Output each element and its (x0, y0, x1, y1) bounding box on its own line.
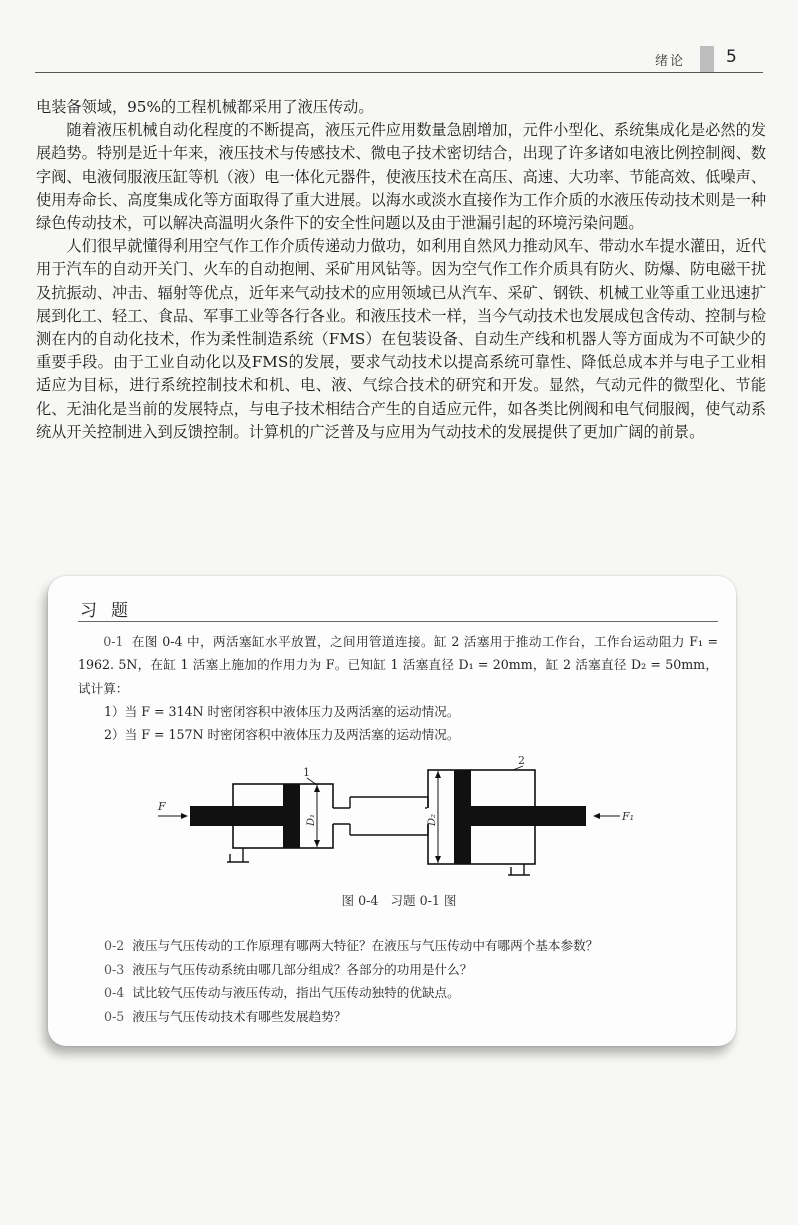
exercise-list (104, 934, 724, 1028)
exercise-0-5 (104, 1005, 724, 1029)
label-force-f1: F₁ (622, 810, 635, 823)
connecting-pipe (350, 797, 428, 835)
exercise-question: 在图 0-4 中，两活塞缸水平放置，之间用管道连接。缸 2 活塞用于推动工作台，工作台运动阻力 F₁ = 1962. 5N，在缸 1 活塞上施加的作用力为 F。已知缸 1 活塞直径 D₁ = 20mm，缸 2 活塞直径 D₂ = 50mm，试计算： (78, 634, 718, 696)
figure-0-4-diagram (150, 750, 650, 880)
label-cylinder-2: 2 (518, 754, 525, 767)
exercise-0-4 (104, 981, 724, 1005)
exercise-0-3 (104, 958, 724, 982)
paragraph-2: 随着液压机械自动化程度的不断提高，液压元件应用数量急剧增加，元件小型化、系统集成化是必然的发展趋势。特别是近十年来，液压技术与传感技术、微电子技术密切结合，出现了许多诸如电液比例控制阀、数字阀、电液伺服液压缸等机（液）电一体化元器件，使液压技术在高压、高速、大功率、节能高效、低噪声、使用寿命长、高度集成化等方面取得了重大进展。以海水或淡水直接作为工作介质的水液压传动技术则是一种绿色传动技术，可以解决高温明火条件下的安全性问题以及由于泄漏引起的环境污染问题。 (36, 121, 766, 233)
figure-caption-number: 图 0-4 (341, 893, 379, 908)
exercise-question: 试比较气压传动与液压传动，指出气压传动独特的优缺点。 (132, 985, 460, 1000)
figure-caption (0, 890, 798, 909)
exercise-number: 0-4 (104, 985, 125, 1000)
exercise-title-rule (78, 621, 718, 622)
exercise-title: 习题 (80, 601, 142, 621)
exercise-number: 0-2 (104, 938, 125, 953)
paragraph-1: 电装备领域，95%的工程机械都采用了液压传动。 (36, 98, 374, 116)
header-rule (35, 72, 763, 73)
exercise-number: 0-1 (103, 634, 124, 649)
piston-2 (454, 770, 471, 864)
page-number: 5 (726, 47, 737, 67)
exercise-0-1-sub-1: 1）当 F = 314N 时密闭容积中液体压力及两活塞的运动情况。 (104, 703, 460, 719)
body-text (36, 96, 766, 444)
label-force-f: F (158, 800, 166, 813)
exercise-0-2 (104, 934, 724, 958)
exercise-0-1-sub-2: 2）当 F = 157N 时密闭容积中液体压力及两活塞的运动情况。 (104, 727, 460, 743)
exercise-number: 0-5 (104, 1008, 125, 1024)
piston-rod-1 (190, 806, 285, 826)
exercise-question: 液压与气压传动技术有哪些发展趋势？ (132, 1008, 347, 1024)
paragraph-3: 人们很早就懂得利用空气作工作介质传递动力做功，如利用自然风力推动风车、带动水车提水灌田，近代用于汽车的自动开关门、火车的自动抱闸、采矿用风钻等。因为空气作工作介质具有防火、防爆、防电磁干扰及抗振动、冲击、辐射等优点，近年来气动技术的应用领域已从汽车、采矿、钢铁、机械工业等重工业迅速扩展到化工、轻工、食品、军事工业等各行各业。和液压技术一样，当今气动技术也发展成包含传动、控制与检测在内的自动化技术，作为柔性制造系统（FMS）在包装设备、自动生产线和机器人等方面成为不可缺少的重要手段。由于工业自动化以及FMS的发展，要求气动技术以提高系统可靠性、降低总成本并与电子工业相适应为目标，进行系统控制技术和机、电、液、气综合技术的研究和开发。显然，气动元件的微型化、节能化、无油化是当前的发展特点，与电子技术相结合产生的自适应元件，如各类比例阀和电气伺服阀，使气动系统从开关控制进入到反馈控制。计算机的广泛普及与应用为气动技术的发展提供了更加广阔的前景。 (36, 237, 766, 441)
label-cylinder-1: 1 (303, 766, 310, 779)
label-d2: D₂ (427, 813, 438, 826)
piston-1 (283, 784, 300, 848)
exercise-question: 液压与气压传动的工作原理有哪两大特征？在液压与气压传动中有哪两个基本参数？ (132, 938, 599, 953)
header-tab-marker (700, 46, 714, 72)
exercise-0-1 (78, 630, 718, 746)
figure-caption-text: 习题 0-1 图 (390, 893, 457, 908)
piston-rod-2 (471, 806, 586, 826)
chapter-title: 绪论 (655, 54, 686, 69)
label-d1: D₁ (306, 813, 317, 826)
exercise-0-1-text (78, 630, 718, 700)
exercise-question: 液压与气压传动系统由哪几部分组成？各部分的功用是什么？ (132, 961, 473, 977)
exercise-number: 0-3 (104, 961, 125, 977)
